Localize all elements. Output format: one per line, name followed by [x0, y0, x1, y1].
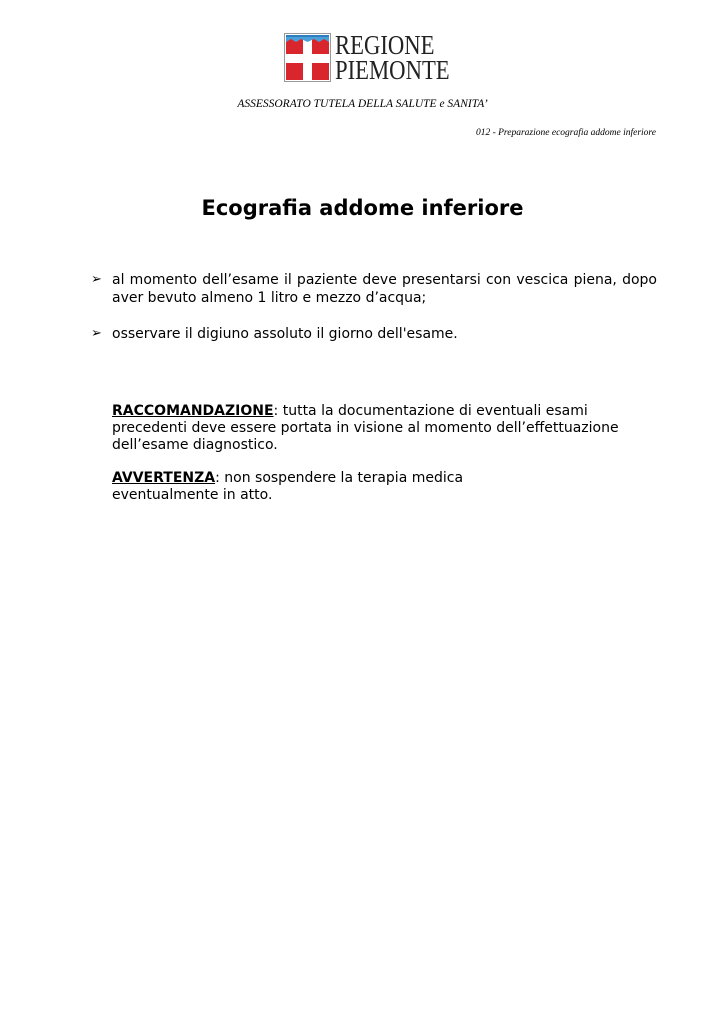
- bullet-item: [91, 271, 657, 307]
- bullet-text: al momento dell’esame il paziente deve presentarsi con vescica piena, dopo aver bevuto almeno 1 litro e mezzo d’acqua;: [112, 272, 657, 306]
- arrow-bullet-icon: ➢: [91, 272, 102, 287]
- document-reference: 012 - Preparazione ecografia addome inferiore: [475, 128, 656, 138]
- raccomandazione-label: RACCOMANDAZIONE: [112, 403, 274, 419]
- logo-line-piemonte: PIEMONTE: [335, 55, 450, 85]
- bullet-text: osservare il digiuno assoluto il giorno dell'esame.: [112, 326, 458, 342]
- avvertenza-label: AVVERTENZA: [112, 470, 216, 486]
- arrow-bullet-icon: ➢: [91, 326, 102, 341]
- page-title: Ecografia addome inferiore: [201, 196, 524, 220]
- assessorato-heading: ASSESSORATO TUTELA DELLA SALUTE e SANITA’: [237, 98, 488, 110]
- avvertenza-text: : non sospendere la terapia medica eventualmente in atto.: [112, 470, 464, 503]
- bullet-item: [91, 325, 657, 343]
- raccomandazione-text: : tutta la documentazione di eventuali esami precedenti deve essere portata in visione al momento dell’effettuazione dell’esame diagnostico.: [112, 403, 619, 453]
- regione-piemonte-emblem-icon: [284, 33, 331, 82]
- avvertenza-note: [112, 470, 492, 504]
- raccomandazione-note: [112, 403, 657, 454]
- logo-line-regione: REGIONE: [335, 30, 435, 60]
